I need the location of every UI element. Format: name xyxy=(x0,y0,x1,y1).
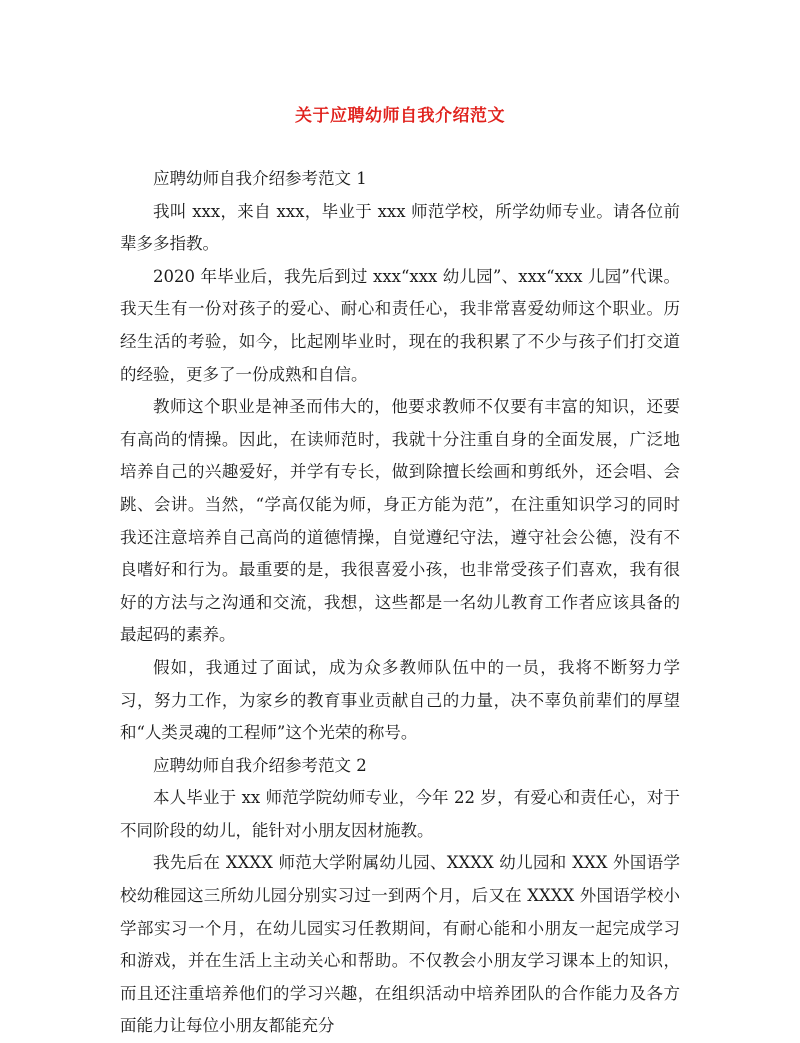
paragraph: 我叫 xxx，来自 xxx，毕业于 xxx 师范学校，所学幼师专业。请各位前辈多多指教。 xyxy=(120,201,680,254)
section-heading-2: 应聘幼师自我介绍参考范文 2 xyxy=(153,755,367,775)
document-title: 关于应聘幼师自我介绍范文 xyxy=(295,106,505,126)
paragraph: 假如，我通过了面试，成为众多教师队伍中的一员，我将不断努力学习，努力工作，为家乡的教育事业贡献自己的力量，决不辜负前辈们的厚望和“人类灵魂的工程师”这个光荣的称号。 xyxy=(120,657,680,743)
paragraph: 教师这个职业是神圣而伟大的，他要求教师不仅要有丰富的知识，还要有高尚的情操。因此，在读师范时，我就十分注重自身的全面发展，广泛地培养自己的兴趣爱好，并学有专长，做到除擅长绘画和剪纸外，还会唱、会跳、会讲。当然，“学高仅能为师，身正方能为范”，在注重知识学习的同时我还注意培养自己高尚的道德情操，自觉遵纪守法，遵守社会公德，没有不良嗜好和行为。最重要的是，我很喜爱小孩，也非常受孩子们喜欢，我有很好的方法与之沟通和交流，我想，这些都是一名幼儿教育工作者应该具备的最起码的素养。 xyxy=(120,397,680,645)
paragraph: 本人毕业于 xx 师范学院幼师专业，今年 22 岁，有爱心和责任心，对于不同阶段的幼儿，能针对小朋友因材施教。 xyxy=(120,788,680,840)
document-body xyxy=(120,163,680,1043)
paragraph: 我先后在 XXXX 师范大学附属幼儿园、XXXX 幼儿园和 XXX 外国语学校幼稚园这三所幼儿园分别实习过一到两个月，后又在 XXXX 外国语学校小学部实习一个月，在幼儿园实习任教期间，有耐心能和小朋友一起完成学习和游戏，并在生活上主动关心和帮助。不仅教会小朋友学习课本上的知识，而且还注重培养他们的学习兴趣，在组织活动中培养团队的合作能力及各方面能力让每位小朋友都能充分 xyxy=(120,853,680,1036)
paragraph: 2020 年毕业后，我先后到过 xxx“xxx 幼儿园”、xxx“xxx 儿园”代课。我天生有一份对孩子的爱心、耐心和责任心，我非常喜爱幼师这个职业。历经生活的考验，如今，比起刚毕业时，现在的我积累了不少与孩子们打交道的经验，更多了一份成熟和自信。 xyxy=(120,266,680,384)
section-heading-1: 应聘幼师自我介绍参考范文 1 xyxy=(153,169,367,188)
